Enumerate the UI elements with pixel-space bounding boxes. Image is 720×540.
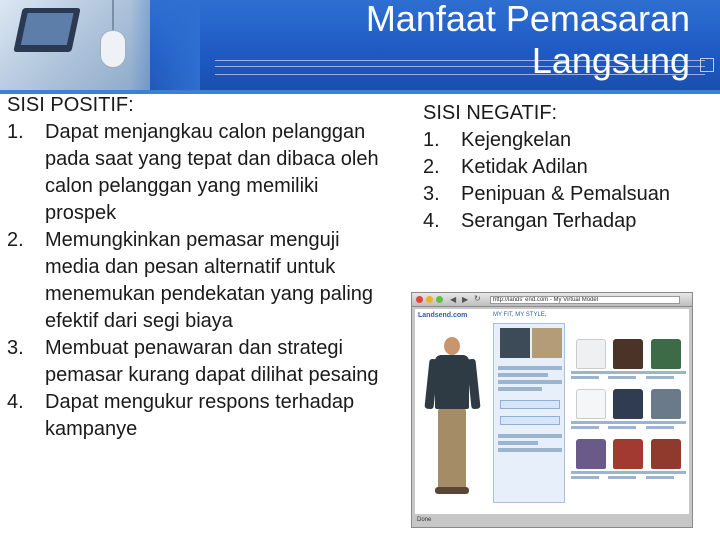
browser-status: Done bbox=[417, 517, 432, 523]
header-photo bbox=[0, 0, 150, 90]
panel-button bbox=[500, 416, 560, 425]
list-text: Kejengkelan bbox=[461, 129, 572, 151]
list-number: 2. bbox=[423, 156, 440, 178]
list-number: 4. bbox=[423, 210, 440, 232]
list-text: Dapat menjangkau calon pelanggan pada saat yang tepat dan dibaca oleh calon pelanggan yang memiliki prospek bbox=[45, 121, 379, 224]
list-item bbox=[7, 389, 387, 443]
list-item bbox=[423, 208, 713, 235]
address-bar: http://lands' end.com - My Virtual Model bbox=[490, 296, 680, 304]
product-label bbox=[608, 476, 636, 479]
decorative-box bbox=[700, 58, 714, 72]
panel-button bbox=[500, 400, 560, 409]
list-item bbox=[7, 119, 387, 227]
shirt-image bbox=[576, 439, 606, 469]
product-text bbox=[498, 373, 548, 377]
negative-list bbox=[423, 127, 713, 235]
back-arrow-icon: ◀ bbox=[450, 295, 457, 304]
product-text bbox=[498, 441, 538, 445]
product-item bbox=[646, 339, 686, 379]
product-label bbox=[571, 421, 611, 424]
virtual-model-image bbox=[421, 337, 487, 502]
shirt-image bbox=[613, 389, 643, 419]
positive-heading: SISI POSITIF: bbox=[7, 94, 134, 116]
product-panel bbox=[493, 323, 565, 503]
mouse-cord bbox=[112, 0, 114, 32]
product-label bbox=[646, 371, 686, 374]
list-text: Membuat penawaran dan strategi pemasar kurang dapat dilihat pesaing bbox=[45, 337, 379, 386]
list-text: Serangan Terhadap bbox=[461, 210, 637, 232]
product-item bbox=[608, 439, 648, 479]
slide-header bbox=[0, 0, 720, 90]
photo-fade bbox=[130, 0, 200, 90]
refresh-icon: ↻ bbox=[474, 294, 481, 303]
product-label bbox=[608, 421, 648, 424]
product-item bbox=[571, 389, 611, 429]
list-number: 3. bbox=[7, 337, 24, 359]
list-item bbox=[7, 335, 387, 389]
product-label bbox=[571, 376, 599, 379]
browser-page bbox=[415, 309, 689, 514]
shirt-image bbox=[613, 339, 643, 369]
list-text: Penipuan & Pemalsuan bbox=[461, 183, 671, 205]
mouse-image bbox=[100, 30, 126, 68]
list-item bbox=[423, 154, 713, 181]
model-torso bbox=[435, 355, 469, 409]
product-label bbox=[608, 371, 648, 374]
list-text: Ketidak Adilan bbox=[461, 156, 588, 178]
list-number: 1. bbox=[423, 129, 440, 151]
list-number: 4. bbox=[7, 391, 24, 413]
shirt-image bbox=[576, 339, 606, 369]
product-label bbox=[646, 471, 686, 474]
laptop-image bbox=[13, 8, 80, 52]
model-legs bbox=[438, 409, 466, 489]
forward-arrow-icon: ▶ bbox=[462, 295, 469, 304]
slide-title-line1: Manfaat Pemasaran bbox=[365, 0, 690, 39]
product-label bbox=[646, 476, 674, 479]
product-label bbox=[571, 471, 611, 474]
product-item bbox=[571, 339, 611, 379]
close-icon bbox=[416, 296, 423, 303]
product-label bbox=[608, 426, 636, 429]
slide-title bbox=[250, 0, 690, 82]
negative-column bbox=[423, 100, 713, 235]
shirt-image bbox=[651, 389, 681, 419]
product-text bbox=[498, 366, 562, 370]
list-number: 1. bbox=[7, 121, 24, 143]
website-screenshot bbox=[411, 292, 693, 528]
positive-column bbox=[7, 92, 387, 443]
browser-titlebar bbox=[412, 293, 692, 307]
slide-title-line2: Langsung bbox=[531, 40, 690, 81]
list-item bbox=[423, 181, 713, 208]
list-text: Dapat mengukur respons terhadap kampanye bbox=[45, 391, 355, 440]
product-label bbox=[571, 426, 599, 429]
site-nav: MY FIT, MY STYLE, bbox=[493, 312, 547, 318]
product-item bbox=[608, 389, 648, 429]
product-item bbox=[608, 339, 648, 379]
shirt-image bbox=[651, 339, 681, 369]
product-label bbox=[571, 476, 599, 479]
list-number: 2. bbox=[7, 229, 24, 251]
positive-list bbox=[7, 119, 387, 443]
list-item bbox=[7, 227, 387, 335]
site-logo: Landsend.com bbox=[418, 312, 468, 319]
product-item bbox=[571, 439, 611, 479]
minimize-icon bbox=[426, 296, 433, 303]
shirt-image bbox=[651, 439, 681, 469]
product-text bbox=[498, 387, 542, 391]
model-head bbox=[444, 337, 460, 355]
product-label bbox=[646, 376, 674, 379]
list-text: Memungkinkan pemasar menguji media dan pesan alternatif untuk menemukan pendekatan yang paling efektif dari segi biaya bbox=[45, 229, 374, 332]
shirt-image bbox=[576, 389, 606, 419]
list-item bbox=[423, 127, 713, 154]
product-text bbox=[498, 434, 562, 438]
product-label bbox=[608, 471, 648, 474]
model-feet bbox=[435, 487, 469, 494]
product-item bbox=[646, 439, 686, 479]
negative-heading: SISI NEGATIF: bbox=[423, 102, 558, 124]
list-number: 3. bbox=[423, 183, 440, 205]
product-thumb bbox=[532, 328, 562, 358]
product-thumb bbox=[500, 328, 530, 358]
product-item bbox=[646, 389, 686, 429]
shirt-image bbox=[613, 439, 643, 469]
product-label bbox=[608, 376, 636, 379]
product-label bbox=[646, 426, 674, 429]
product-text bbox=[498, 448, 562, 452]
product-text bbox=[498, 380, 562, 384]
product-label bbox=[571, 371, 611, 374]
product-label bbox=[646, 421, 686, 424]
maximize-icon bbox=[436, 296, 443, 303]
